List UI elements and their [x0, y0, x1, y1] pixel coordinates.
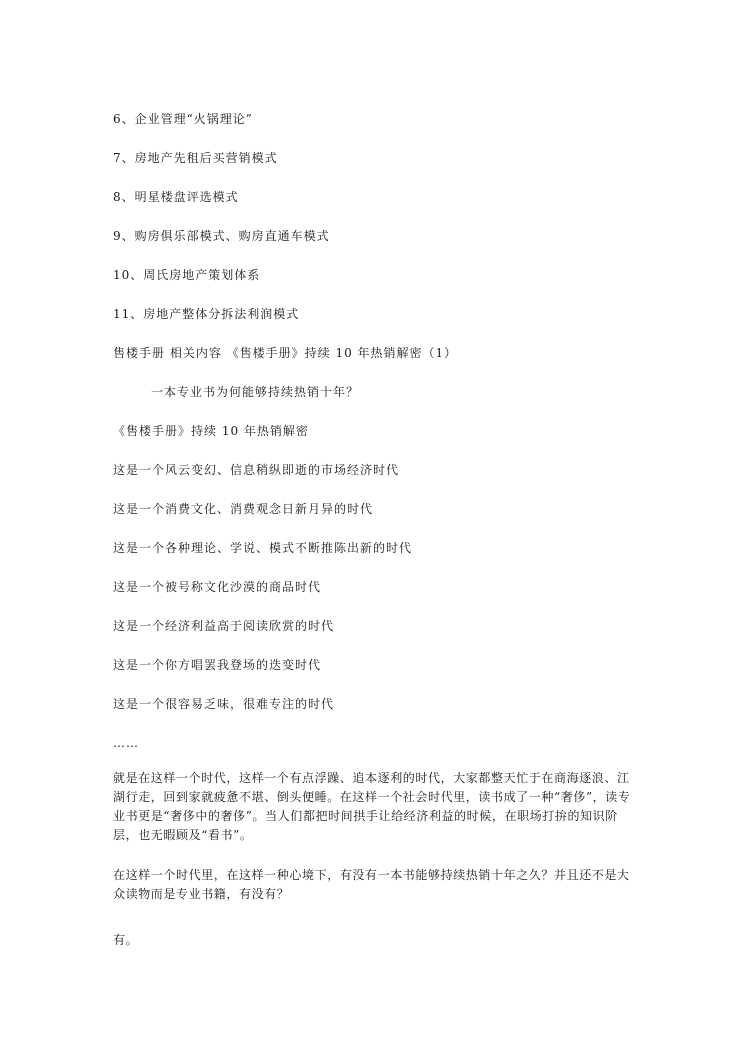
section-heading: 售楼手册 相关内容 《售楼手册》持续 10 年热销解密（1） [113, 346, 458, 360]
body-paragraph [113, 931, 633, 950]
body-paragraph [113, 769, 633, 845]
verse-line: 这是一个各种理论、学说、模式不断推陈出新的时代 [113, 541, 413, 555]
subtitle-question: 一本专业书为何能够持续热销十年？ [151, 385, 360, 399]
list-item-8: 8、明星楼盘评选模式 [113, 190, 239, 204]
list-item-10: 10、周氏房地产策划体系 [113, 268, 261, 282]
ellipsis: …… [113, 736, 139, 750]
list-item-9: 9、购房俱乐部模式、购房直通车模式 [113, 229, 330, 243]
body-paragraph [113, 866, 633, 904]
verse-line: 这是一个风云变幻、信息稍纵即逝的市场经济时代 [113, 463, 400, 477]
paragraph-text: 在这样一个时代里，在这样一种心境下，有没有一本书能够持续热销十年之久？并且还不是大众读物而是专业书籍，有没有？ [113, 868, 630, 901]
verse-line: 这是一个被号称文化沙漠的商品时代 [113, 580, 322, 594]
paragraph-text: 有。 [113, 933, 139, 947]
list-item-7: 7、房地产先租后买营销模式 [113, 151, 278, 165]
verse-line: 这是一个消费文化、消费观念日新月异的时代 [113, 502, 374, 516]
verse-line: 这是一个很容易乏味，很难专注的时代 [113, 697, 335, 711]
article-title: 《售楼手册》持续 10 年热销解密 [113, 424, 309, 438]
verse-line: 这是一个你方唱罢我登场的迭变时代 [113, 658, 322, 672]
list-item-11: 11、房地产整体分拆法利润模式 [113, 307, 300, 321]
verse-line: 这是一个经济利益高于阅读欣赏的时代 [113, 619, 335, 633]
paragraph-text: 就是在这样一个时代，这样一个有点浮躁、追本逐利的时代，大家都整天忙于在商海逐浪、江湖行走，回到家就疲惫不堪、倒头便睡。在这样一个社会时代里，读书成了一种“奢侈”，读专业书更是“奢侈中的奢侈”。当人们都把时间拱手让给经济利益的时候，在职场打拚的知识阶层，也无暇顾及“看书”。 [113, 771, 631, 842]
list-item-6: 6、企业管理“火锅理论” [113, 112, 253, 126]
